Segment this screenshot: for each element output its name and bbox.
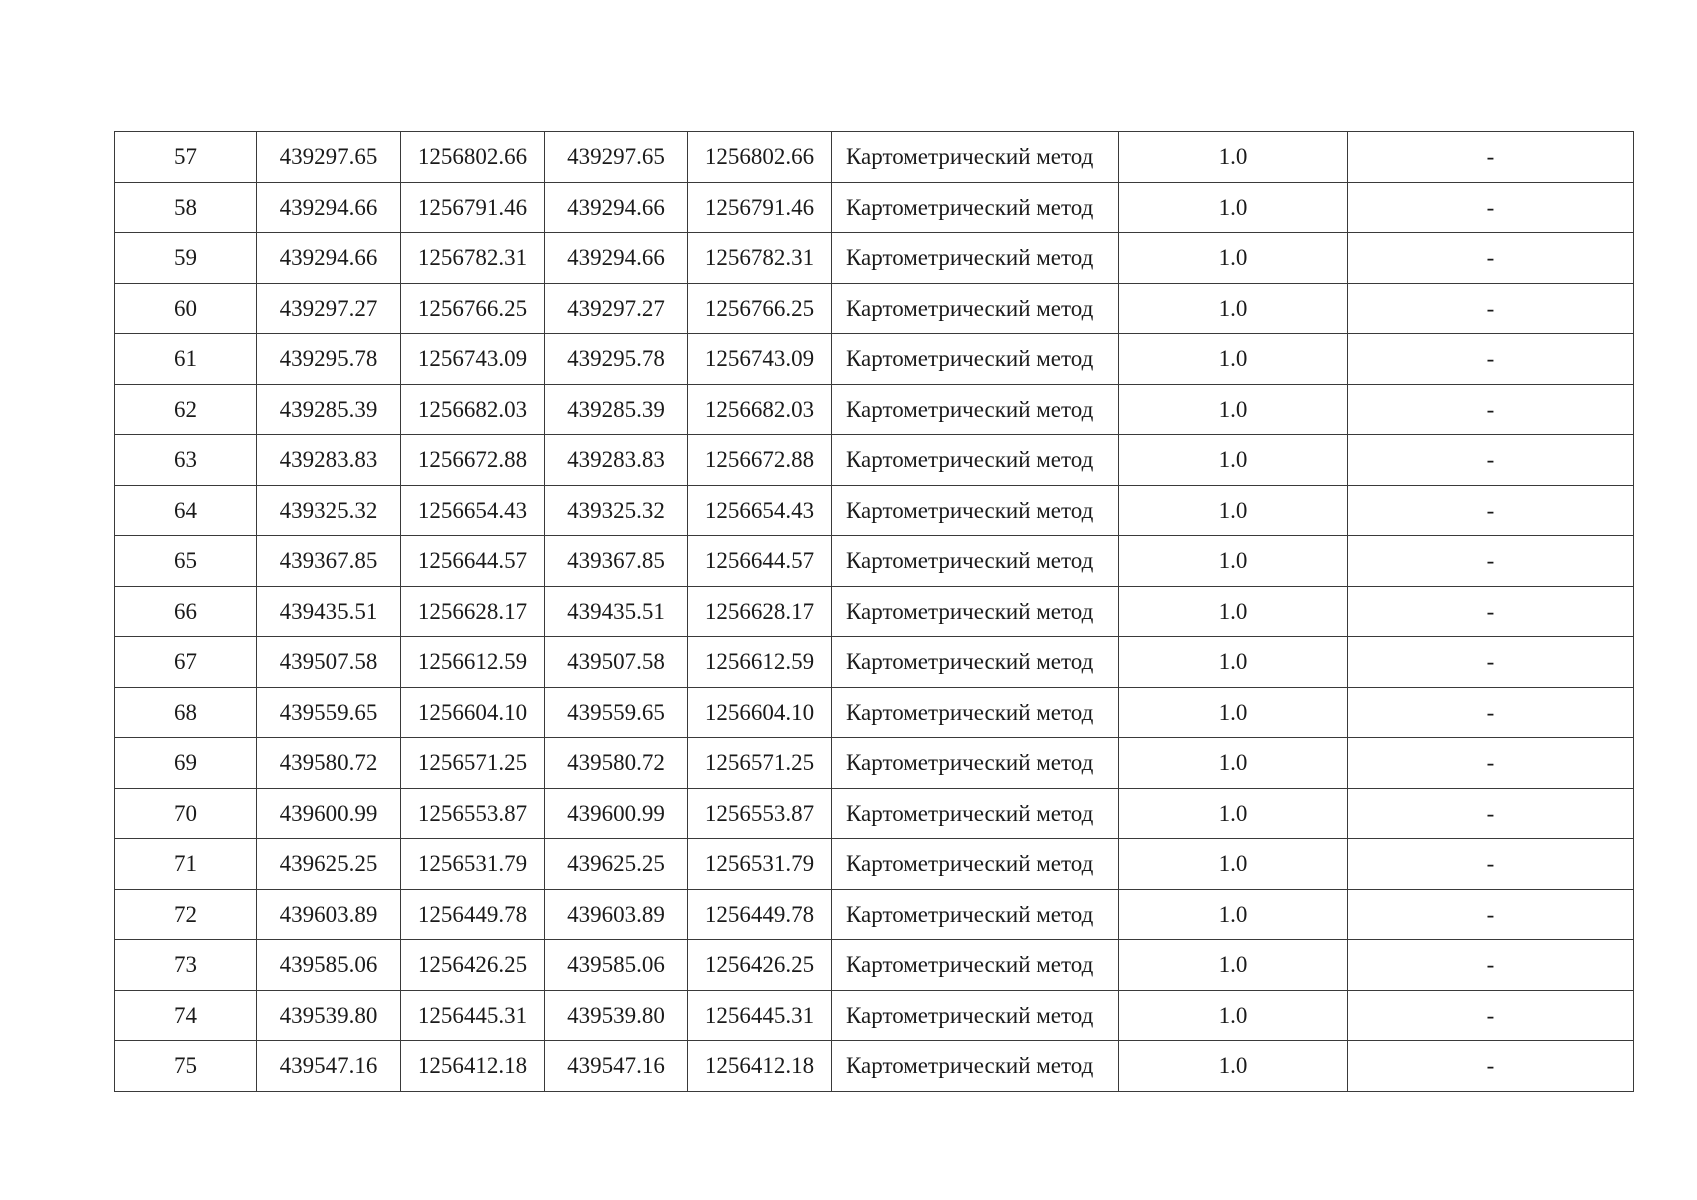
cell-x-refined: 439367.85	[545, 536, 688, 587]
cell-x-existing: 439283.83	[257, 435, 401, 486]
cell-x-existing: 439295.78	[257, 334, 401, 385]
cell-accuracy: 1.0	[1119, 283, 1348, 334]
table-row	[115, 637, 1634, 688]
table-row	[115, 990, 1634, 1041]
cell-x-existing: 439297.65	[257, 132, 401, 183]
table-row	[115, 940, 1634, 991]
cell-point-number: 61	[115, 334, 257, 385]
cell-method: Картометрический метод	[832, 1041, 1119, 1092]
cell-accuracy: 1.0	[1119, 334, 1348, 385]
cell-y-refined: 1256782.31	[688, 233, 832, 284]
cell-point-number: 58	[115, 182, 257, 233]
cell-point-number: 74	[115, 990, 257, 1041]
cell-y-refined: 1256791.46	[688, 182, 832, 233]
cell-accuracy: 1.0	[1119, 788, 1348, 839]
cell-y-existing: 1256571.25	[401, 738, 545, 789]
cell-accuracy: 1.0	[1119, 990, 1348, 1041]
cell-y-existing: 1256604.10	[401, 687, 545, 738]
cell-y-existing: 1256766.25	[401, 283, 545, 334]
cell-point-number: 66	[115, 586, 257, 637]
table-row	[115, 687, 1634, 738]
table-row	[115, 788, 1634, 839]
cell-y-refined: 1256553.87	[688, 788, 832, 839]
cell-y-refined: 1256802.66	[688, 132, 832, 183]
cell-x-existing: 439285.39	[257, 384, 401, 435]
cell-note: -	[1348, 637, 1634, 688]
cell-x-existing: 439625.25	[257, 839, 401, 890]
cell-method: Картометрический метод	[832, 182, 1119, 233]
cell-method: Картометрический метод	[832, 586, 1119, 637]
cell-y-refined: 1256612.59	[688, 637, 832, 688]
cell-x-refined: 439325.32	[545, 485, 688, 536]
cell-method: Картометрический метод	[832, 889, 1119, 940]
cell-y-refined: 1256628.17	[688, 586, 832, 637]
cell-x-refined: 439547.16	[545, 1041, 688, 1092]
cell-note: -	[1348, 384, 1634, 435]
cell-point-number: 68	[115, 687, 257, 738]
cell-accuracy: 1.0	[1119, 233, 1348, 284]
table-row	[115, 586, 1634, 637]
cell-note: -	[1348, 132, 1634, 183]
cell-y-existing: 1256791.46	[401, 182, 545, 233]
cell-accuracy: 1.0	[1119, 384, 1348, 435]
cell-y-existing: 1256654.43	[401, 485, 545, 536]
table-row	[115, 283, 1634, 334]
cell-accuracy: 1.0	[1119, 687, 1348, 738]
table-row	[115, 536, 1634, 587]
coordinates-table	[114, 131, 1634, 1092]
cell-method: Картометрический метод	[832, 384, 1119, 435]
cell-y-existing: 1256531.79	[401, 839, 545, 890]
cell-y-existing: 1256426.25	[401, 940, 545, 991]
cell-point-number: 69	[115, 738, 257, 789]
cell-accuracy: 1.0	[1119, 839, 1348, 890]
cell-x-existing: 439559.65	[257, 687, 401, 738]
cell-accuracy: 1.0	[1119, 536, 1348, 587]
cell-note: -	[1348, 889, 1634, 940]
cell-y-refined: 1256412.18	[688, 1041, 832, 1092]
cell-accuracy: 1.0	[1119, 738, 1348, 789]
cell-x-refined: 439294.66	[545, 182, 688, 233]
cell-x-refined: 439295.78	[545, 334, 688, 385]
cell-point-number: 73	[115, 940, 257, 991]
cell-x-refined: 439603.89	[545, 889, 688, 940]
cell-point-number: 71	[115, 839, 257, 890]
cell-x-existing: 439294.66	[257, 182, 401, 233]
cell-y-existing: 1256449.78	[401, 889, 545, 940]
cell-method: Картометрический метод	[832, 283, 1119, 334]
cell-note: -	[1348, 233, 1634, 284]
cell-y-existing: 1256682.03	[401, 384, 545, 435]
cell-y-existing: 1256644.57	[401, 536, 545, 587]
cell-method: Картометрический метод	[832, 485, 1119, 536]
table-row	[115, 435, 1634, 486]
cell-x-existing: 439367.85	[257, 536, 401, 587]
cell-method: Картометрический метод	[832, 334, 1119, 385]
cell-point-number: 57	[115, 132, 257, 183]
cell-method: Картометрический метод	[832, 940, 1119, 991]
table-row	[115, 485, 1634, 536]
cell-note: -	[1348, 990, 1634, 1041]
cell-method: Картометрический метод	[832, 536, 1119, 587]
cell-point-number: 62	[115, 384, 257, 435]
cell-note: -	[1348, 738, 1634, 789]
cell-accuracy: 1.0	[1119, 485, 1348, 536]
cell-y-refined: 1256426.25	[688, 940, 832, 991]
cell-y-refined: 1256449.78	[688, 889, 832, 940]
cell-y-refined: 1256571.25	[688, 738, 832, 789]
cell-x-existing: 439539.80	[257, 990, 401, 1041]
cell-x-existing: 439507.58	[257, 637, 401, 688]
cell-note: -	[1348, 485, 1634, 536]
table-row	[115, 182, 1634, 233]
cell-note: -	[1348, 1041, 1634, 1092]
cell-note: -	[1348, 788, 1634, 839]
table-body	[115, 132, 1634, 1092]
cell-y-existing: 1256612.59	[401, 637, 545, 688]
cell-x-refined: 439297.27	[545, 283, 688, 334]
cell-method: Картометрический метод	[832, 637, 1119, 688]
cell-point-number: 65	[115, 536, 257, 587]
cell-x-existing: 439547.16	[257, 1041, 401, 1092]
cell-accuracy: 1.0	[1119, 182, 1348, 233]
cell-x-existing: 439600.99	[257, 788, 401, 839]
cell-x-existing: 439580.72	[257, 738, 401, 789]
cell-x-refined: 439585.06	[545, 940, 688, 991]
cell-note: -	[1348, 334, 1634, 385]
cell-y-existing: 1256672.88	[401, 435, 545, 486]
cell-x-existing: 439603.89	[257, 889, 401, 940]
cell-point-number: 70	[115, 788, 257, 839]
table-row	[115, 233, 1634, 284]
table-row	[115, 738, 1634, 789]
cell-y-refined: 1256604.10	[688, 687, 832, 738]
cell-accuracy: 1.0	[1119, 940, 1348, 991]
cell-point-number: 64	[115, 485, 257, 536]
cell-x-refined: 439283.83	[545, 435, 688, 486]
cell-note: -	[1348, 687, 1634, 738]
cell-note: -	[1348, 182, 1634, 233]
cell-x-refined: 439435.51	[545, 586, 688, 637]
table-row	[115, 132, 1634, 183]
cell-x-refined: 439600.99	[545, 788, 688, 839]
cell-accuracy: 1.0	[1119, 435, 1348, 486]
cell-note: -	[1348, 435, 1634, 486]
cell-point-number: 67	[115, 637, 257, 688]
cell-y-existing: 1256553.87	[401, 788, 545, 839]
cell-y-refined: 1256531.79	[688, 839, 832, 890]
cell-y-existing: 1256412.18	[401, 1041, 545, 1092]
cell-x-existing: 439435.51	[257, 586, 401, 637]
cell-y-refined: 1256654.43	[688, 485, 832, 536]
cell-y-existing: 1256628.17	[401, 586, 545, 637]
cell-point-number: 72	[115, 889, 257, 940]
cell-method: Картометрический метод	[832, 839, 1119, 890]
cell-y-refined: 1256644.57	[688, 536, 832, 587]
cell-point-number: 75	[115, 1041, 257, 1092]
table-row	[115, 889, 1634, 940]
cell-x-existing: 439325.32	[257, 485, 401, 536]
cell-point-number: 59	[115, 233, 257, 284]
table-row	[115, 1041, 1634, 1092]
cell-x-refined: 439294.66	[545, 233, 688, 284]
cell-x-existing: 439294.66	[257, 233, 401, 284]
cell-note: -	[1348, 536, 1634, 587]
cell-accuracy: 1.0	[1119, 637, 1348, 688]
cell-y-refined: 1256682.03	[688, 384, 832, 435]
cell-x-refined: 439625.25	[545, 839, 688, 890]
cell-y-existing: 1256743.09	[401, 334, 545, 385]
cell-x-existing: 439585.06	[257, 940, 401, 991]
cell-accuracy: 1.0	[1119, 586, 1348, 637]
table-row	[115, 839, 1634, 890]
cell-note: -	[1348, 586, 1634, 637]
cell-method: Картометрический метод	[832, 233, 1119, 284]
cell-x-refined: 439539.80	[545, 990, 688, 1041]
cell-accuracy: 1.0	[1119, 132, 1348, 183]
cell-y-existing: 1256782.31	[401, 233, 545, 284]
cell-x-refined: 439297.65	[545, 132, 688, 183]
cell-x-refined: 439285.39	[545, 384, 688, 435]
cell-y-refined: 1256743.09	[688, 334, 832, 385]
cell-note: -	[1348, 283, 1634, 334]
table-row	[115, 334, 1634, 385]
cell-note: -	[1348, 940, 1634, 991]
cell-method: Картометрический метод	[832, 687, 1119, 738]
cell-method: Картометрический метод	[832, 738, 1119, 789]
cell-method: Картометрический метод	[832, 788, 1119, 839]
cell-y-refined: 1256766.25	[688, 283, 832, 334]
cell-method: Картометрический метод	[832, 132, 1119, 183]
cell-x-existing: 439297.27	[257, 283, 401, 334]
table-row	[115, 384, 1634, 435]
cell-x-refined: 439507.58	[545, 637, 688, 688]
cell-accuracy: 1.0	[1119, 1041, 1348, 1092]
cell-y-refined: 1256445.31	[688, 990, 832, 1041]
cell-method: Картометрический метод	[832, 435, 1119, 486]
cell-accuracy: 1.0	[1119, 889, 1348, 940]
cell-y-refined: 1256672.88	[688, 435, 832, 486]
cell-x-refined: 439580.72	[545, 738, 688, 789]
cell-point-number: 60	[115, 283, 257, 334]
cell-method: Картометрический метод	[832, 990, 1119, 1041]
cell-x-refined: 439559.65	[545, 687, 688, 738]
cell-point-number: 63	[115, 435, 257, 486]
cell-note: -	[1348, 839, 1634, 890]
cell-y-existing: 1256802.66	[401, 132, 545, 183]
cell-y-existing: 1256445.31	[401, 990, 545, 1041]
